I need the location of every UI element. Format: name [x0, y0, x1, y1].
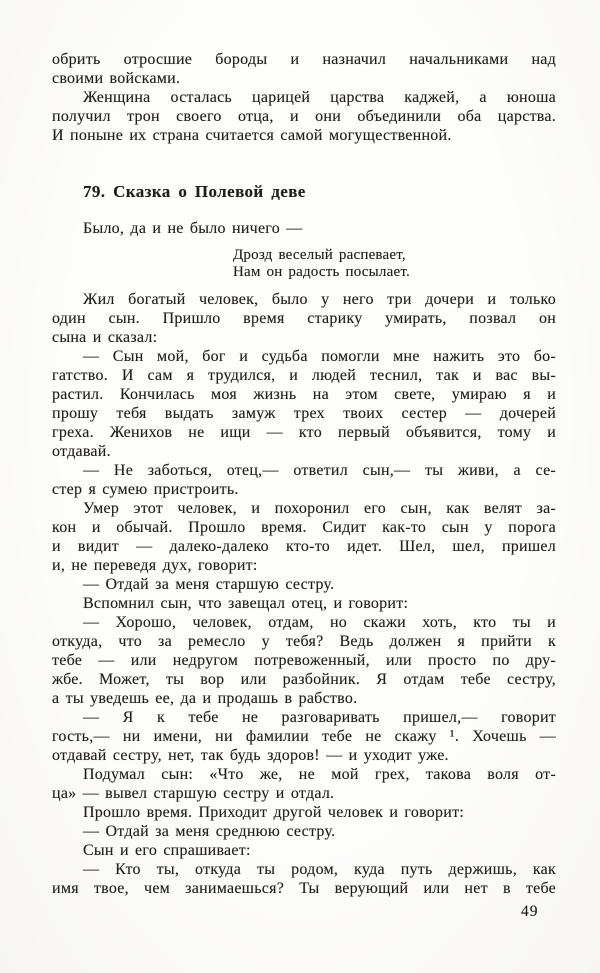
text-line: — Отдай за меня старшую сестру.: [83, 576, 335, 593]
text-line: ца» — вывел старшую сестру и отдал.: [52, 785, 335, 802]
text-line: — Кто ты, откуда ты родом, куда путь держишь, как: [83, 861, 556, 878]
text-line: — Хорошо, человек, отдам, но скажи хоть, кто ты и: [83, 614, 556, 631]
text-line: жбе. Может, ты вор или разбойник. Я отдам тебе сестру,: [52, 671, 556, 688]
text-line: Жил богатый человек, было у него три дочери и только: [83, 291, 556, 308]
text-line: Женщина осталась царицей царства каджей, а юноша: [83, 89, 556, 106]
paragraph: [52, 499, 556, 575]
paragraph: [52, 822, 556, 841]
text-line: гатство. И сам я трудился, и людей теснил, так и вас вы-: [52, 367, 556, 384]
text-line: — Сын мой, бог и судьба помогли мне нажить это бо-: [83, 348, 556, 365]
paragraph: [52, 708, 556, 765]
text-line: И поныне их страна считается самой могущественной.: [52, 127, 452, 144]
paragraph: [52, 347, 556, 461]
section-heading: 79. Сказка о Полевой деве: [83, 182, 306, 201]
text-line: имя твое, чем занимаешься? Ты верующий или нет в тебе: [52, 880, 556, 897]
text-line: прошу тебя выдать замуж трех твоих сестер — дочерей: [52, 405, 556, 422]
paragraph: [52, 860, 556, 898]
text-line: греха. Женихов не ищи — кто первый объявится, тому и: [52, 424, 556, 441]
text-column: [52, 50, 556, 898]
text-line: Вспомнил сын, что завещал отец, и говорит:: [83, 595, 409, 612]
paragraph: [52, 88, 556, 145]
paragraph: [52, 765, 556, 803]
text-line: откуда, что за ремесло у тебя? Ведь должен я прийти к: [52, 633, 556, 650]
text-line: Было, да и не было ничего —: [83, 220, 303, 237]
paragraph: [52, 50, 556, 88]
text-line: отдавай.: [52, 443, 111, 460]
paragraph: [52, 461, 556, 499]
text-line: Умер этот человек, и похоронил его сын, как велят за-: [83, 500, 556, 517]
text-line: гость,— ни имени, ни фамилии тебе не скажу ¹. Хочешь —: [52, 728, 556, 745]
text-line: — Отдай за меня среднюю сестру.: [83, 823, 336, 840]
verse-line: Дрозд веселый распевает,: [233, 247, 406, 263]
text-line: Сын и его спрашивает:: [83, 842, 251, 859]
text-line: обрить отросшие бороды и назначил начальниками над: [52, 51, 556, 68]
text-line: один сын. Пришло время старику умирать, позвал он: [52, 310, 556, 327]
verse-line: Нам он радость посылает.: [233, 263, 410, 280]
paragraph: [52, 803, 556, 822]
paragraph: [52, 613, 556, 708]
paragraph: [52, 290, 556, 347]
text-line: отдавай сестру, нет, так будь здоров! — и уходит уже.: [52, 747, 449, 764]
text-line: сына и сказал:: [52, 329, 158, 346]
paragraph: [52, 594, 556, 613]
text-line: получил трон своего отца, и они объединили оба царства.: [52, 108, 556, 125]
text-line: кон и обычай. Прошло время. Сидит как-то сын у порога: [52, 519, 556, 536]
text-line: Прошло время. Приходит другой человек и говорит:: [83, 804, 465, 821]
paragraph: [52, 841, 556, 860]
text-line: стер я сумею пристроить.: [52, 481, 239, 498]
paragraph: [52, 575, 556, 594]
verse-epigraph: [233, 247, 556, 280]
text-line: растил. Кончилась моя жизнь на этом свете, умираю я и: [52, 386, 556, 403]
text-line: своими войсками.: [52, 70, 181, 87]
text-line: — Я к тебе не разговаривать пришел,— говорит: [83, 709, 556, 726]
text-line: и, не переведя дух, говорит:: [52, 557, 258, 574]
paragraph: [52, 219, 556, 238]
text-line: а ты уведешь ее, да и продашь в рабство.: [52, 690, 358, 707]
page-number: 49: [521, 903, 539, 920]
text-line: тебе — или недругом потревоженный, или просто по дру-: [52, 652, 556, 669]
text-line: Подумал сын: «Что же, не мой грех, такова воля от-: [83, 766, 556, 783]
text-line: — Не заботься, отец,— ответил сын,— ты живи, а се-: [83, 462, 556, 479]
text-line: и видит — далеко-далеко кто-то идет. Шел, шел, пришел: [52, 538, 556, 555]
